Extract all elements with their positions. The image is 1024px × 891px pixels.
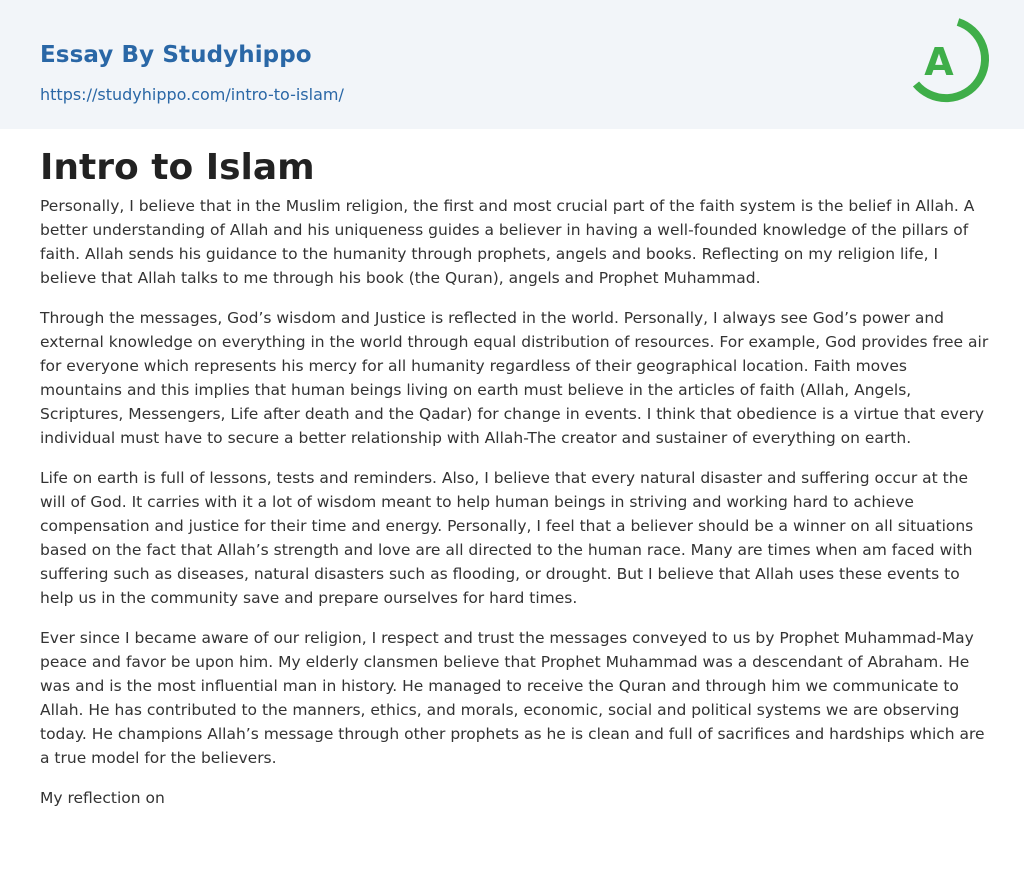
paragraph-4: Ever since I became aware of our religion, I respect and trust the messages conveyed to us by Prophet Muhammad-May peace and favor be upon him. My elderly clansmen believe that Prophet Muhammad was a descendant of Abraham. He was and is the most influential man in history. He managed to receive the Quran and through him we communicate to Allah. He has contributed to the manners, ethics, and morals, economic, social and political systems we are observing today. He champions Allah’s message through other prophets as he is clean and full of sacrifices and hardships which are a true model for the believers. xyxy=(40,629,985,767)
article-url-link[interactable]: https://studyhippo.com/intro-to-islam/ xyxy=(40,85,344,104)
paragraph-5: My reflection on xyxy=(40,789,165,807)
paragraph-2: Through the messages, God’s wisdom and Justice is reflected in the world. Personally, I always see God’s power and external knowledge on everything in the world through equal distribution of resources. For example, God provides free air for everyone which represents his mercy for all humanity regardless of their geographical location. Faith moves mountains and this implies that human beings living on earth must believe in the articles of faith (Allah, Angels, Scriptures, Messengers, Life after death and the Qadar) for change in events. I think that obedience is a virtue that every individual must have to secure a better relationship with Allah-The creator and sustainer of everything on earth. xyxy=(40,309,989,447)
paragraph-1: Personally, I believe that in the Muslim religion, the first and most crucial part of the faith system is the belief in Allah. A better understanding of Allah and his uniqueness guides a believer in having a well-founded knowledge of the pillars of faith. Allah sends his guidance to the humanity through prophets, angels and books. Reflecting on my religion life, I believe that Allah talks to me through his book (the Quran), angels and Prophet Muhammad. xyxy=(40,197,975,287)
page-title: Intro to Islam xyxy=(40,147,315,188)
site-brand[interactable]: Essay By Studyhippo xyxy=(40,42,312,68)
paragraph-3: Life on earth is full of lessons, tests and reminders. Also, I believe that every natural disaster and suffering occur at the will of God. It carries with it a lot of wisdom meant to help human beings in striving and working hard to achieve compensation and justice for their time and energy. Personally, I feel that a believer should be a winner on all situations based on the fact that Allah’s strength and love are all directed to the human race. Many are times when am faced with suffering such as diseases, natural disasters such as flooding, or drought. But I believe that Allah uses these events to help us in the community save and prepare ourselves for hard times. xyxy=(40,469,974,607)
studyhippo-logo-icon[interactable] xyxy=(906,18,992,104)
article-body xyxy=(40,194,990,826)
logo-letter: A xyxy=(924,40,954,84)
